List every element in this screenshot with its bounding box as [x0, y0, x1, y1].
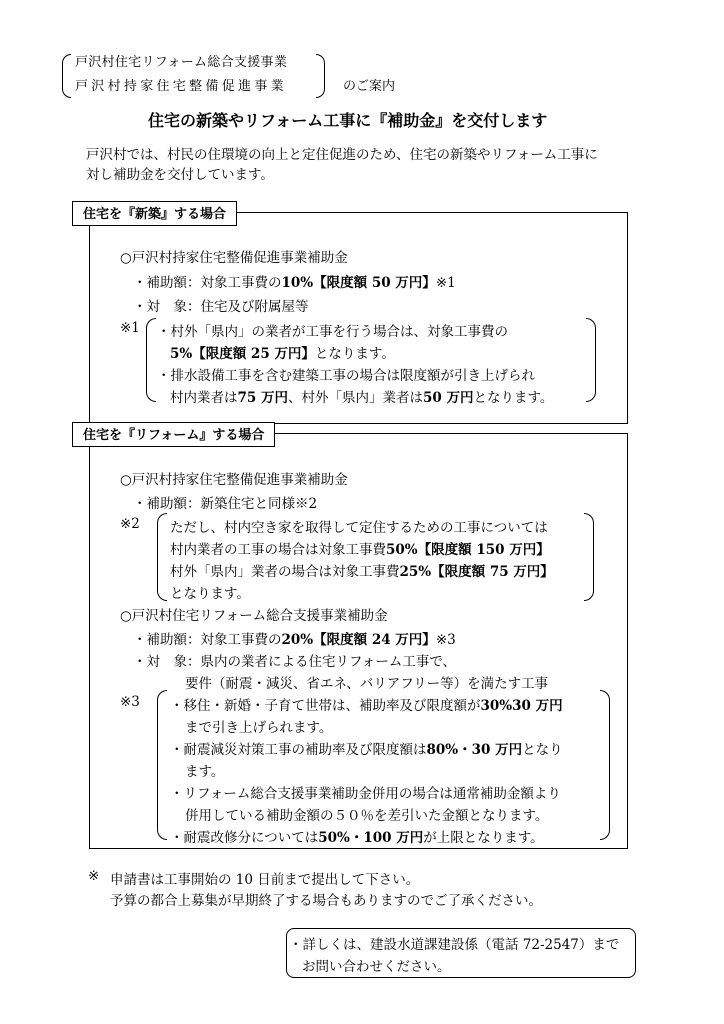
- note-2-local-label: 村内業者の工事の場合は対象工事費: [170, 542, 386, 558]
- header-bracket-right: [316, 54, 325, 98]
- note-1-outside-limit: 50 万円: [423, 390, 474, 406]
- note-2-outside-label: 村外「県内」業者の場合は対象工事費: [170, 564, 400, 580]
- note-3-seismic-end: となり: [522, 742, 563, 758]
- note-2-line-3: [170, 560, 554, 580]
- note-3-bracket-right: [600, 690, 610, 840]
- note-3-migrant-limit: 30%30 万円: [480, 698, 563, 714]
- note-3-line-4: ます。: [185, 764, 225, 780]
- page-title: 住宅の新築やリフォーム工事に『補助金』を交付します: [148, 111, 548, 130]
- new-build-amount-note-ref: ※1: [435, 275, 456, 291]
- note-1-limit: 5%【限度額 25 万円】: [170, 346, 315, 362]
- intro-line-2: 対し補助金を交付しています。: [86, 167, 274, 183]
- note-1-end: となります。: [473, 390, 554, 406]
- note-3-retrofit-text: ・耐震改修分については: [170, 830, 319, 846]
- note-3-seismic-text: ・耐震減災対策工事の補助率及び限度額は: [170, 742, 427, 758]
- note-1-line-4: [170, 386, 553, 406]
- note-2-outside-limit: 25%【限度額 75 万円】: [399, 564, 554, 580]
- reform-amount-1: ・補助額：新築住宅と同様※2: [133, 496, 318, 512]
- note-1-local-label: 村内業者は: [170, 390, 238, 406]
- note-1-outside-label: 、村外「県内」業者は: [288, 390, 423, 406]
- footer-line-1: 申請書は工事開始の 10 日前まで提出して下さい。: [110, 872, 420, 888]
- new-build-target: ・対 象：住宅及び附属屋等: [133, 299, 309, 315]
- new-build-heading: ○戸沢村持家住宅整備促進事業補助金: [120, 250, 348, 266]
- footer-mark: ※: [88, 868, 100, 884]
- reform-amount-2-limit: 20%【限度額 24 万円】: [281, 632, 436, 648]
- new-build-tab: 住宅を『新築』する場合: [72, 201, 237, 226]
- new-build-amount-text: ・補助額：対象工事費の: [133, 275, 282, 291]
- note-1-line-2: [170, 342, 395, 362]
- note-2-bracket-right: [584, 513, 594, 601]
- note-2-bracket-left: [157, 513, 167, 601]
- reform-heading-2: ○戸沢村住宅リフォーム総合支援事業補助金: [120, 608, 388, 624]
- note-1-suffix: となります。: [314, 346, 395, 362]
- note-3-line-5: ・リフォーム総合支援事業補助金併用の場合は通常補助金額より: [170, 786, 561, 802]
- reform-amount-2-note-ref: ※3: [435, 632, 456, 648]
- new-build-amount: [133, 271, 456, 291]
- reform-amount-2-text: ・補助額：対象工事費の: [133, 632, 282, 648]
- note-3-migrant-text: ・移住・新婚・子育て世帯は、補助率及び限度額が: [170, 698, 481, 714]
- program-name-1: 戸沢村住宅リフォーム総合支援事業: [75, 55, 288, 70]
- note-2-line-2: [170, 538, 550, 558]
- new-build-amount-limit: 10%【限度額 50 万円】: [281, 275, 436, 291]
- note-3-retrofit-end: が上限となります。: [423, 830, 544, 846]
- intro-line-1: 戸沢村では、村民の住環境の向上と定住促進のため、住宅の新築やリフォーム工事に: [86, 147, 598, 163]
- note-3-line-6: 併用している補助金額の５０％を差引いた金額となります。: [185, 808, 549, 824]
- note-1-bracket-left: [146, 318, 156, 402]
- reform-tab: 住宅を『リフォーム』する場合: [72, 422, 275, 447]
- note-3-retrofit-limit: 50%・100 万円: [318, 830, 424, 846]
- note-3-mark: ※3: [120, 694, 140, 710]
- note-1-mark: ※1: [120, 320, 140, 336]
- reform-heading-1: ○戸沢村持家住宅整備促進事業補助金: [120, 472, 348, 488]
- note-1-bracket-right: [586, 318, 596, 402]
- note-3-seismic-limit: 80%・30 万円: [426, 742, 523, 758]
- note-2-mark: ※2: [120, 516, 140, 532]
- reform-target-1: ・対 象：県内の業者による住宅リフォーム工事で、: [133, 654, 457, 670]
- contact-line-2: お問い合わせください。: [302, 959, 451, 975]
- contact-line-1: ・詳しくは、建設水道課建設係（電話 72-2547）まで: [289, 937, 620, 953]
- note-2-line-1: ただし、村内空き家を取得して定住するための工事については: [170, 520, 548, 536]
- note-2-local-limit: 50%【限度額 150 万円】: [386, 542, 550, 558]
- note-1-line-3: ・排水設備工事を含む建築工事の場合は限度額が引き上げられ: [157, 368, 535, 384]
- program-name-2: 戸沢村持家住宅整備促進事業: [75, 79, 287, 94]
- note-3-line-7: [170, 826, 544, 846]
- note-3-line-2: まで引き上げられます。: [185, 720, 333, 736]
- note-1-local-limit: 75 万円: [237, 390, 288, 406]
- reform-amount-2: [133, 628, 456, 648]
- reform-target-2: 要件（耐震・減災、省エネ、バリアフリー等）を満たす工事: [185, 676, 549, 692]
- note-2-line-4: となります。: [170, 586, 250, 602]
- note-3-bracket-left: [157, 690, 167, 840]
- note-3-line-3: [170, 738, 563, 758]
- note-1-line-1: ・村外「県内」の業者が工事を行う場合は、対象工事費の: [157, 324, 508, 340]
- footer-line-2: 予算の都合上募集が早期終了する場合もありますのでご了承ください。: [110, 893, 542, 909]
- header-bracket-left: [62, 54, 71, 98]
- note-3-line-1: [170, 694, 563, 714]
- guide-label: のご案内: [343, 79, 396, 94]
